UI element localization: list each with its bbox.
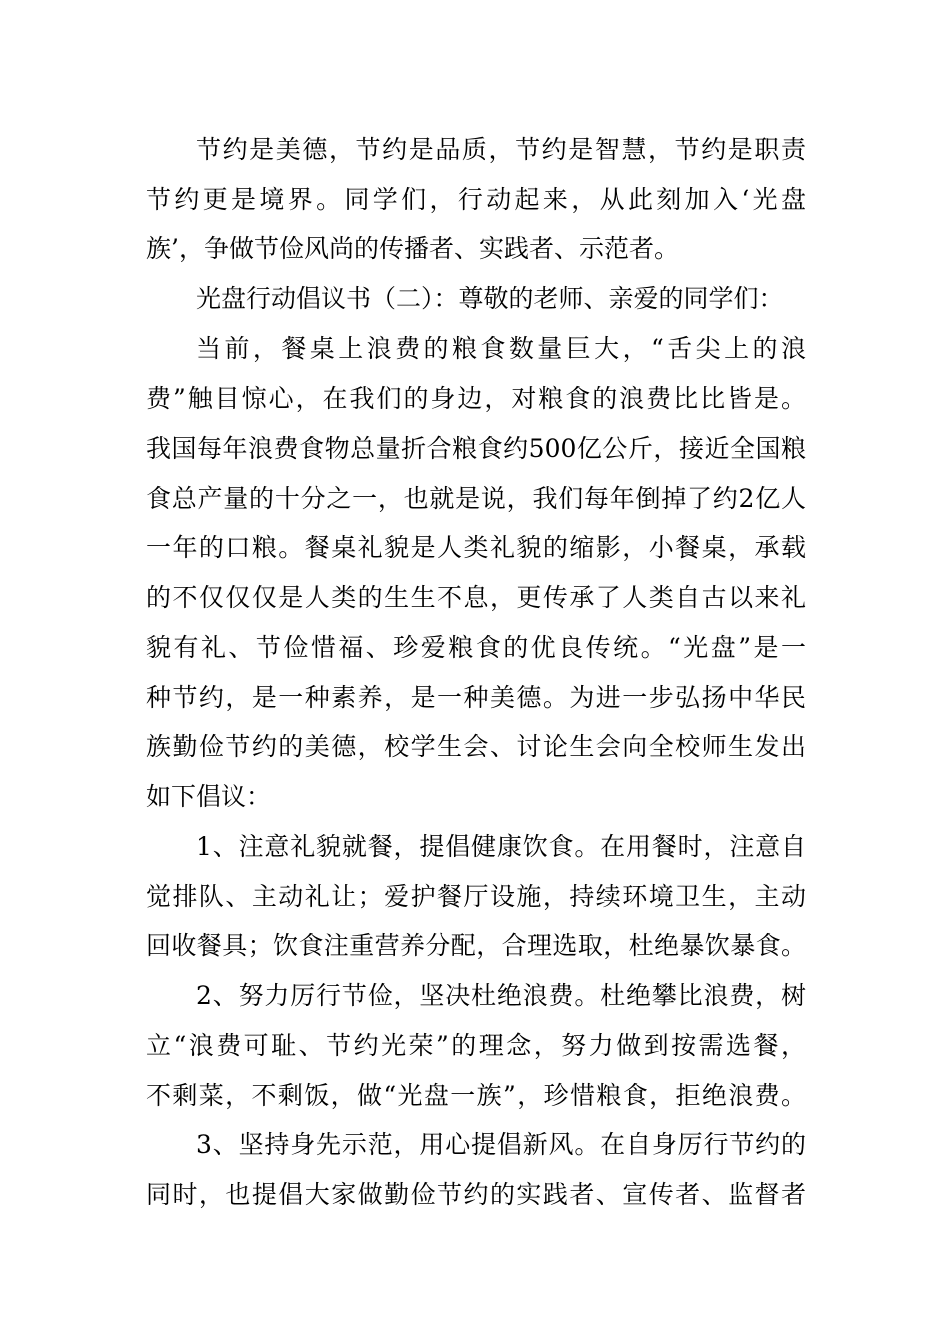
text-line: 节约更是境界。同学们，行动起来，从此刻加入‘光盘 bbox=[146, 185, 806, 214]
text-line: 当前，餐桌上浪费的粮食数量巨大，“舌尖上的浪 bbox=[196, 334, 806, 363]
text-line: 种节约，是一种素养，是一种美德。为进一步弘扬中华民 bbox=[146, 683, 806, 712]
text-line: 的不仅仅仅是人类的生生不息，更传承了人类自古以来礼 bbox=[146, 583, 806, 612]
text-line: 光盘行动倡议书（二）：尊敬的老师、亲爱的同学们： bbox=[196, 284, 784, 313]
text-line: 一年的口粮。餐桌礼貌是人类礼貌的缩影，小餐桌，承载 bbox=[146, 533, 806, 562]
text-line: 2、努力厉行节俭，坚决杜绝浪费。杜绝攀比浪费，树 bbox=[196, 981, 806, 1010]
text-line: 食总产量的十分之一，也就是说，我们每年倒掉了约2亿人 bbox=[146, 484, 806, 513]
text-line: 立“浪费可耻、节约光荣”的理念，努力做到按需选餐， bbox=[146, 1031, 806, 1060]
text-line: 1、注意礼貌就餐，提倡健康饮食。在用餐时，注意自 bbox=[196, 832, 806, 861]
text-line: 同时，也提倡大家做勤俭节约的实践者、宣传者、监督者 bbox=[146, 1180, 806, 1209]
text-line: 费”触目惊心，在我们的身边，对粮食的浪费比比皆是。 bbox=[146, 384, 806, 413]
text-line: 节约是美德，节约是品质，节约是智慧，节约是职责 bbox=[196, 135, 806, 164]
text-line: 回收餐具；饮食注重营养分配，合理选取，杜绝暴饮暴食。 bbox=[146, 931, 806, 960]
text-line: 族勤俭节约的美德，校学生会、讨论生会向全校师生发出 bbox=[146, 732, 806, 761]
text-line: 觉排队、主动礼让；爱护餐厅设施，持续环境卫生，主动 bbox=[146, 882, 806, 911]
text-line: 族’，争做节俭风尚的传播者、实践者、示范者。 bbox=[146, 234, 679, 263]
text-line: 3、坚持身先示范，用心提倡新风。在自身厉行节约的 bbox=[196, 1130, 806, 1159]
text-line: 如下倡议： bbox=[146, 782, 272, 811]
text-line: 我国每年浪费食物总量折合粮食约500亿公斤，接近全国粮 bbox=[146, 434, 806, 463]
text-line: 貌有礼、节俭惜福、珍爱粮食的优良传统。“光盘”是一 bbox=[146, 633, 806, 662]
text-line: 不剩菜，不剩饭，做“光盘一族”，珍惜粮食，拒绝浪费。 bbox=[146, 1081, 806, 1110]
